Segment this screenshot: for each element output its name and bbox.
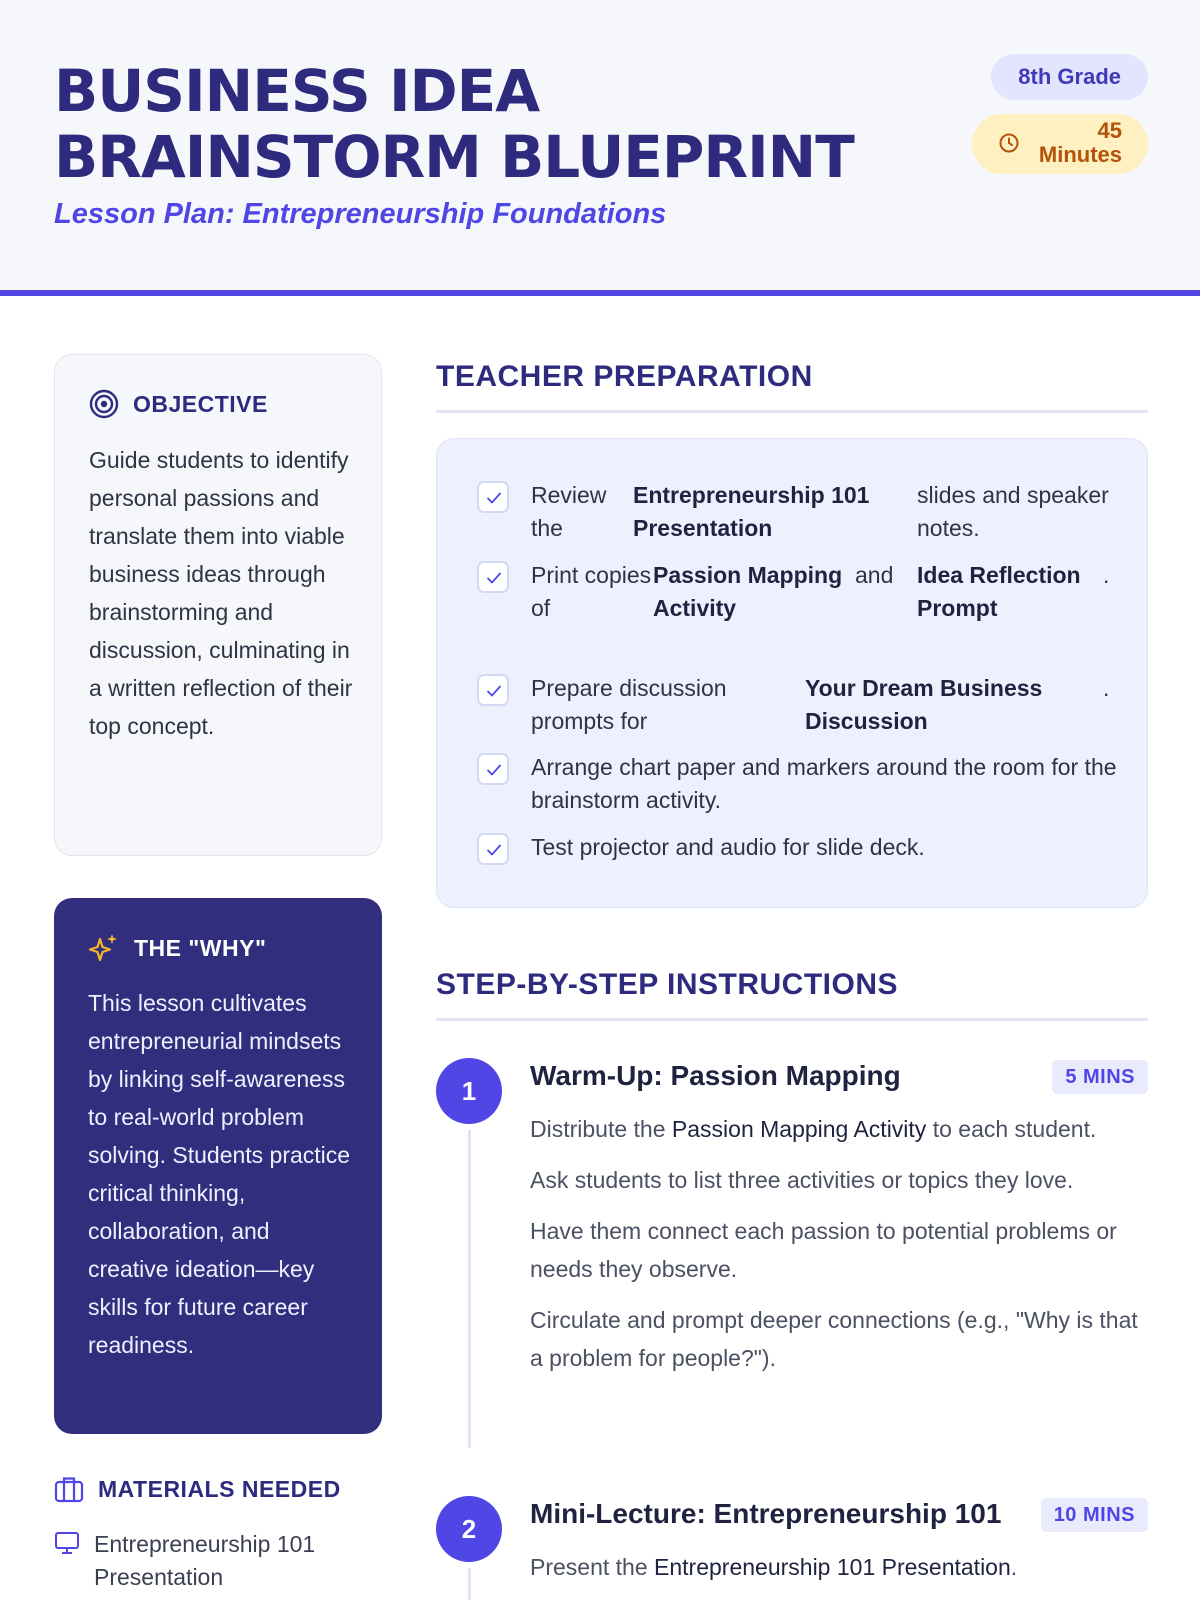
step-instruction: Circulate and prompt deeper connections (e.g., "Why is that a problem for people?"). — [530, 1307, 1138, 1371]
prep-material-link: Passion Mapping Activity — [653, 562, 843, 621]
step-instruction: Ask students to list three activities or topics they love. — [530, 1167, 1074, 1193]
prep-text: . — [1103, 675, 1110, 701]
step-text: to each student. — [932, 1116, 1097, 1142]
check-icon — [486, 843, 502, 857]
material-text: Entrepreneurship 101 Presentation — [94, 1531, 316, 1590]
clock-icon — [998, 132, 1020, 154]
title-line-1: BUSINESS IDEA — [54, 57, 540, 125]
prep-text: Arrange chart paper and markers around the room for the brainstorm activity. — [531, 754, 1117, 813]
step-duration-badge: 5 MINS — [1052, 1060, 1148, 1094]
step-text: Present the — [530, 1554, 648, 1580]
prep-material-link: Idea Reflection Prompt — [917, 562, 1081, 621]
prep-text: Test projector and audio for slide deck. — [531, 834, 925, 860]
duration-number: 45 — [1097, 118, 1122, 143]
objective-text: Guide students to identify personal passions and translate them into viable business ideas through brainstorming and discussion, culminating in a written reflection of their top concept. — [89, 447, 353, 739]
step-body — [530, 1548, 1148, 1599]
prep-text: and — [855, 562, 894, 588]
page-subtitle: Lesson Plan: Entrepreneurship Foundations — [54, 198, 667, 230]
prep-material-link: Entrepreneurship 101 Presentation — [633, 482, 870, 541]
step-body — [530, 1110, 1148, 1390]
material-reference: Entrepreneurship 101 Presentation — [654, 1554, 1011, 1580]
prep-text: Review the — [531, 482, 607, 541]
lesson-header — [0, 0, 1200, 296]
check-icon — [486, 571, 502, 585]
material-reference: Passion Mapping Activity — [671, 1116, 927, 1142]
checkbox[interactable] — [477, 481, 509, 513]
objective-card — [54, 354, 382, 856]
step-connector-line — [468, 1568, 471, 1600]
duration-badge — [972, 114, 1148, 174]
grade-badge: 8th Grade — [991, 54, 1148, 100]
checkbox[interactable] — [477, 833, 509, 865]
briefcase-icon — [54, 1474, 84, 1504]
step-title: Warm-Up: Passion Mapping — [530, 1060, 901, 1091]
title-line-2: BRAINSTORM BLUEPRINT — [54, 123, 854, 191]
why-heading: THE "WHY" — [134, 934, 267, 961]
sparkles-icon — [88, 932, 120, 964]
step-connector-line — [468, 1130, 471, 1448]
checkbox[interactable] — [477, 753, 509, 785]
why-heading-row — [88, 932, 266, 964]
prep-text: Prepare discussion prompts for — [531, 675, 727, 734]
step-text: Distribute the — [530, 1116, 666, 1142]
step-instruction — [530, 1110, 1148, 1148]
check-icon — [486, 491, 502, 505]
prep-text: Print copies of — [531, 562, 652, 621]
prep-material-link: Your Dream Business Discussion — [805, 675, 1043, 734]
page-title — [54, 58, 914, 190]
checkbox[interactable] — [477, 561, 509, 593]
check-icon — [486, 763, 502, 777]
step-by-step-heading: STEP-BY-STEP INSTRUCTIONS — [436, 968, 1148, 1021]
step-number: 2 — [436, 1496, 502, 1562]
materials-heading: MATERIALS NEEDED — [98, 1475, 341, 1502]
why-card — [54, 898, 382, 1434]
step-duration-badge: 10 MINS — [1041, 1498, 1148, 1532]
teacher-preparation-heading: TEACHER PREPARATION — [436, 360, 1148, 413]
step-instruction: Have them connect each passion to potential problems or needs they observe. — [530, 1218, 1117, 1282]
step-title: Mini-Lecture: Entrepreneurship 101 — [530, 1498, 1002, 1529]
prep-text: . — [1103, 562, 1110, 588]
checkbox[interactable] — [477, 674, 509, 706]
why-text: This lesson cultivates entrepreneurial mindsets by linking self-awareness to real-world problem solving. Students practice critical thinking, collaboration, and creative ideation—key skills for future career readiness. — [88, 990, 351, 1358]
step-instruction — [530, 1548, 1148, 1586]
objective-heading-row — [89, 389, 268, 419]
materials-heading-row — [54, 1474, 341, 1504]
objective-heading: OBJECTIVE — [133, 390, 268, 417]
step-number: 1 — [436, 1058, 502, 1124]
monitor-icon — [54, 1530, 80, 1556]
duration-unit: Minutes — [1038, 142, 1122, 167]
step-text: . — [1010, 1554, 1018, 1580]
prep-checklist — [436, 438, 1148, 908]
check-icon — [486, 684, 502, 698]
prep-text: slides and speaker notes. — [917, 482, 1109, 541]
target-icon — [89, 389, 119, 419]
